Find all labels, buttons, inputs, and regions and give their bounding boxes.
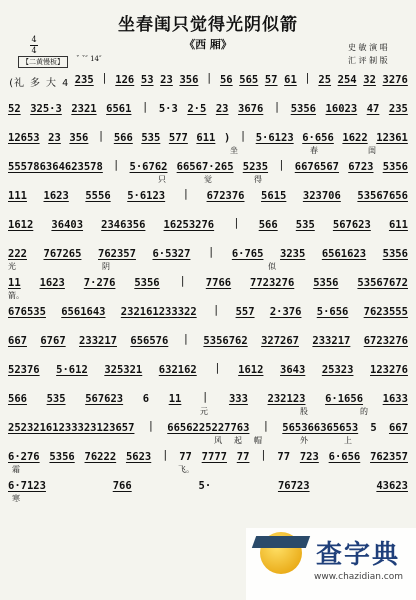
barline: | (239, 130, 247, 142)
note-group: 2·376 (269, 306, 302, 318)
note-group: 233217 (312, 335, 351, 347)
note-group: 6723276 (363, 335, 408, 347)
barline: | (147, 420, 155, 432)
note-group: 3643 (280, 364, 306, 376)
score-row (8, 217, 408, 246)
score-row (8, 188, 408, 217)
note-group: 52376 (8, 364, 40, 376)
note-group: 611 (388, 219, 408, 231)
note-group: 1623 (43, 190, 69, 202)
note-group: 235 (388, 103, 408, 115)
note-group: ) (223, 132, 231, 144)
note-group: 566 (8, 393, 27, 405)
score-row (8, 159, 408, 188)
note-group: 6561623 (321, 248, 367, 260)
note-group: 667 (388, 422, 408, 434)
score-row (8, 304, 408, 333)
score-row (8, 478, 408, 507)
note-group: 5556 (85, 190, 111, 202)
note-group: 6656225227763 (167, 422, 250, 434)
barline: | (97, 130, 105, 142)
score-row (8, 275, 408, 304)
watermark-logo-text: 查字典 (316, 540, 401, 570)
barline: | (260, 449, 267, 461)
note-group: 6561 (106, 103, 132, 115)
note-group: 555786364623578 (8, 161, 103, 173)
lyric-syllable: 飞。 (178, 465, 194, 474)
note-group: 53 (140, 74, 154, 86)
note-group: 7·276 (83, 277, 116, 289)
lyric-syllable: 上 (344, 436, 352, 445)
lyrics-line (8, 174, 408, 186)
lyric-syllable: 起 (234, 436, 242, 445)
note-group: 1623 (39, 277, 65, 289)
note-group: 123276 (370, 364, 408, 376)
lyric-syllable: 风 (214, 436, 222, 445)
note-group: 7723276 (250, 277, 295, 289)
score-row (8, 391, 408, 420)
note-group: 762357 (98, 248, 136, 260)
note-group: 254 (337, 74, 357, 86)
note-group: 61 (284, 74, 297, 86)
note-group: 43623 (376, 480, 408, 492)
note-group: 23 (215, 103, 229, 115)
note-group: 762357 (370, 451, 408, 463)
barline: | (262, 420, 270, 432)
note-group: 235 (74, 74, 94, 86)
note-group: 656576 (130, 335, 169, 347)
note-group: 1633 (382, 393, 408, 405)
note-group: 1612 (238, 364, 264, 376)
note-group: 5356 (49, 451, 75, 463)
lyric-syllable: 得 (254, 175, 262, 184)
note-group: 52 (8, 103, 21, 115)
note-group: 2·5 (187, 103, 207, 115)
barline: | (214, 362, 221, 374)
lyric-syllable: 阴 (102, 262, 110, 271)
note-group: 6·656 (302, 132, 334, 144)
barline: | (179, 275, 186, 287)
note-group: 5356 (382, 248, 408, 260)
note-group: 6·7123 (8, 480, 46, 492)
score-row (8, 449, 408, 478)
note-group: 23 (160, 74, 173, 86)
note-group: 66567·265 (176, 161, 234, 173)
lyric-syllable: 春 (310, 146, 318, 155)
note-group: 5356 (313, 277, 339, 289)
note-group: 325·3 (30, 103, 62, 115)
note-group: 535 (141, 132, 161, 144)
note-group: (礼 多 大 4 (8, 78, 69, 89)
note-group: 5·6123 (127, 190, 166, 202)
note-group: 676535 (8, 306, 46, 318)
note-group: 126 (115, 74, 135, 86)
note-group: 5235 (242, 161, 269, 173)
note-group: 566 (113, 132, 133, 144)
note-group: 535 (295, 219, 315, 231)
note-group: 25323 (321, 364, 354, 376)
lyric-syllable: 似 (268, 262, 276, 271)
note-group: 3276 (382, 74, 408, 86)
lyric-syllable: 股 (300, 407, 308, 416)
lyric-syllable: 元 (200, 407, 208, 416)
lyric-syllable: 外 (300, 436, 308, 445)
note-group: 3235 (280, 248, 306, 260)
score-row (8, 333, 408, 362)
score-row (8, 101, 408, 130)
note-group: 57 (264, 74, 278, 86)
note-group: 333 (228, 393, 248, 405)
barline: | (182, 333, 190, 345)
note-group: 5356 (382, 161, 408, 173)
note-group: 5356 (134, 277, 160, 289)
note-group: 5356 (290, 103, 317, 115)
time-signature (30, 36, 38, 55)
note-group: 6676567 (294, 161, 340, 173)
lyrics-line (8, 435, 408, 447)
note-group: 577 (168, 132, 188, 144)
note-group: 567623 (332, 219, 371, 231)
score-row (8, 246, 408, 275)
tempo-annotation: ˇ ˇ″ 14″ (76, 55, 102, 63)
note-group: 5·612 (56, 364, 88, 376)
barline: | (206, 72, 213, 84)
lyrics-line (8, 406, 408, 418)
lyric-syllable: 的 (360, 407, 368, 416)
note-group: 767265 (43, 248, 82, 260)
lyrics-line (8, 145, 408, 157)
barline: | (207, 246, 215, 258)
score-row (8, 72, 408, 101)
time-signature-bottom: 4 (31, 46, 37, 55)
note-group: 566 (258, 219, 278, 231)
note-group: 565 (239, 74, 259, 86)
note-group: 1622 (342, 132, 368, 144)
note-group: 76723 (277, 480, 310, 492)
note-group: 12653 (8, 132, 40, 144)
note-group: 535 (46, 393, 66, 405)
note-group: 11 (8, 277, 21, 289)
note-group: 766 (112, 480, 132, 492)
note-group: 723 (299, 451, 319, 463)
note-group: 5·656 (316, 306, 349, 318)
note-group: 6·1656 (325, 393, 364, 405)
watermark-url: www.chazidian.com (314, 572, 404, 582)
note-group: 222 (8, 248, 27, 260)
note-group: 5615 (261, 190, 287, 202)
note-group: 77 (277, 451, 291, 463)
note-group: 5· (198, 480, 212, 492)
note-group: 7623555 (363, 306, 408, 318)
barline: | (233, 217, 240, 229)
note-group: 5·6123 (255, 132, 294, 144)
note-group: 53567656 (357, 190, 408, 202)
note-group: 5623 (125, 451, 152, 463)
note-group: 6723 (348, 161, 374, 173)
note-group: 6·656 (328, 451, 361, 463)
lyric-syllable: 光 (8, 262, 16, 271)
note-group: 56 (219, 74, 233, 86)
note-group: 32 (363, 74, 376, 86)
barline: | (101, 72, 108, 84)
note-group: 232123 (267, 393, 306, 405)
note-group: 2346356 (101, 219, 146, 231)
barline: | (113, 159, 120, 171)
lyric-syllable: 觉 (204, 175, 212, 184)
note-group: 323706 (302, 190, 341, 202)
note-group: 7777 (201, 451, 227, 463)
lyrics-line (8, 261, 408, 273)
note-group: 16023 (325, 103, 358, 115)
note-group: 611 (196, 132, 216, 144)
tempo-marking: 【二黄慢板】 (18, 56, 68, 68)
note-group: 6·276 (8, 451, 40, 463)
lyric-syllable: 霜 (12, 465, 20, 474)
page-title: 坐春闺只觉得光阴似箭 (118, 15, 298, 35)
note-group: 77 (236, 451, 250, 463)
note-group: 5·6762 (129, 161, 168, 173)
note-group: 23 (48, 132, 61, 144)
lyrics-line (8, 464, 408, 476)
barline: | (278, 159, 285, 171)
note-group: 1612 (8, 219, 34, 231)
note-group: 6 (142, 393, 150, 405)
note-group: 5356762 (203, 335, 248, 347)
note-group: 111 (8, 190, 27, 202)
score (8, 72, 408, 507)
score-row (8, 362, 408, 391)
barline: | (162, 449, 169, 461)
lyric-syllable: 闺 (368, 146, 376, 155)
note-group: 16253276 (163, 219, 215, 231)
note-group: 47 (366, 103, 380, 115)
note-group: 6767 (40, 335, 66, 347)
note-group: 232161233322 (120, 306, 197, 318)
note-group: 25 (318, 74, 332, 86)
note-group: 2321 (71, 103, 97, 115)
note-group: 325321 (104, 364, 143, 376)
watermark (246, 528, 416, 600)
lyric-syllable: 帽 (254, 436, 262, 445)
note-group: 356 (69, 132, 89, 144)
note-group: 53567672 (357, 277, 408, 289)
note-group: 557 (235, 306, 255, 318)
barline: | (201, 391, 209, 403)
note-group: 36403 (51, 219, 84, 231)
note-group: 356 (179, 74, 199, 86)
barline: | (141, 101, 149, 113)
note-group: 567623 (85, 393, 124, 405)
score-row (8, 420, 408, 449)
lyric-syllable: 箭。 (8, 291, 24, 300)
note-group: 5 (370, 422, 377, 434)
note-group: 12361 (376, 132, 408, 144)
graduation-cap-icon (252, 536, 310, 548)
barline: | (212, 304, 220, 316)
page-subtitle: 《西 厢》 (184, 38, 232, 51)
note-group: 25232161233323123657 (8, 422, 135, 434)
note-group: 77 (179, 451, 192, 463)
barline: | (273, 101, 281, 113)
note-group: 5·3 (158, 103, 178, 115)
note-group: 233217 (79, 335, 117, 347)
lyric-syllable: 寒 (12, 494, 20, 503)
note-group: 3676 (238, 103, 264, 115)
time-signature-top: 4 (31, 35, 37, 44)
note-group: 632162 (158, 364, 197, 376)
lyrics-line (8, 493, 408, 505)
note-group: 7766 (205, 277, 232, 289)
note-group: 327267 (261, 335, 300, 347)
score-row (8, 130, 408, 159)
lyrics-line (8, 290, 408, 302)
note-group: 672376 (206, 190, 245, 202)
note-group: 11 (168, 393, 182, 405)
note-group: 6·765 (231, 248, 264, 260)
note-group: 6·5327 (152, 248, 191, 260)
lyric-syllable: 坐 (230, 146, 238, 155)
singer-credit: 史 敏 演 唱 (348, 43, 388, 52)
lyric-syllable: 只 (158, 175, 166, 184)
barline: | (304, 72, 311, 84)
note-group: 6561643 (61, 306, 106, 318)
barline: | (182, 188, 190, 200)
note-group: 565366365653 (282, 422, 359, 434)
note-group: 76222 (84, 451, 117, 463)
arranger-credit: 汇 评 制 版 (348, 56, 388, 65)
note-group: 667 (8, 335, 27, 347)
